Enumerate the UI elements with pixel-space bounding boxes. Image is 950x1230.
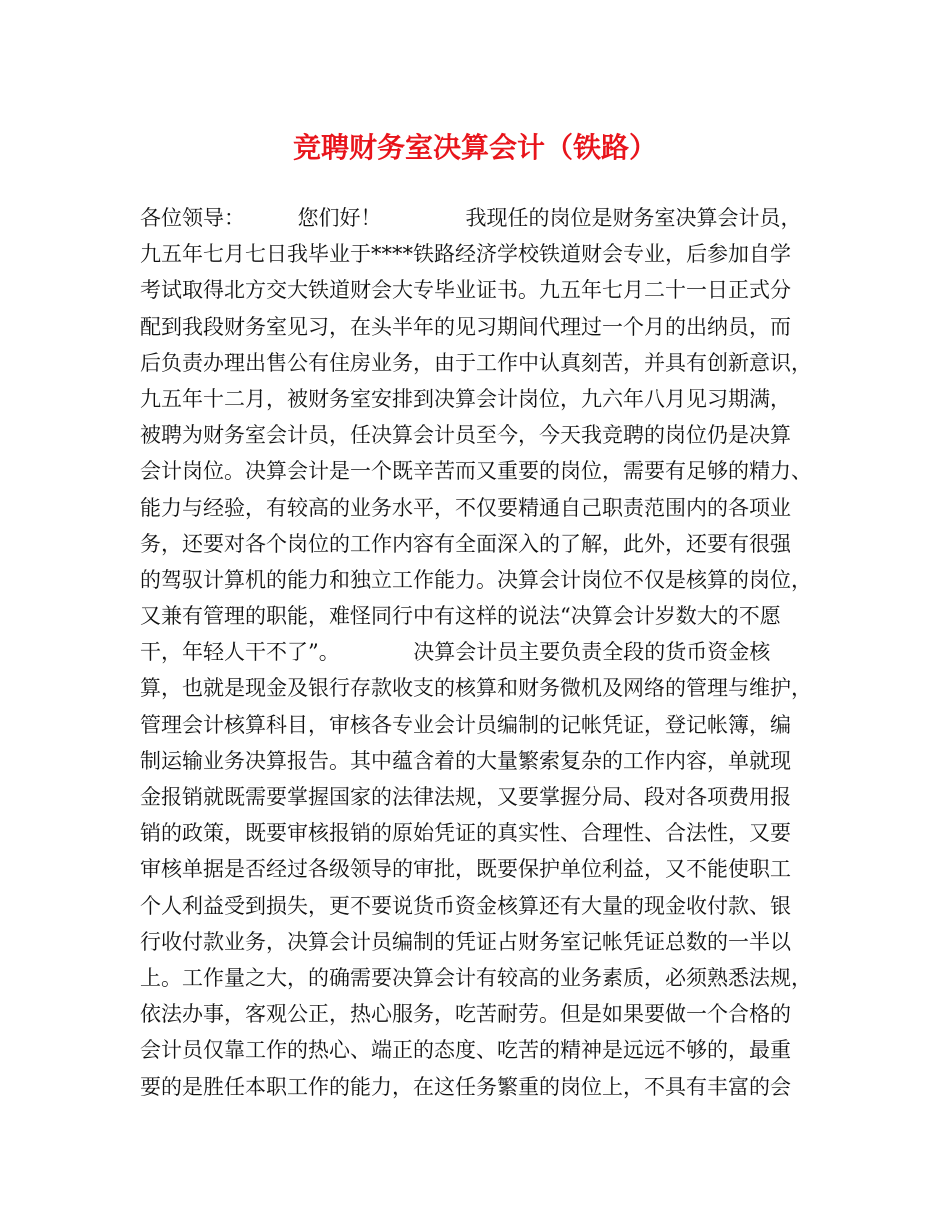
- body-line: 又兼有管理的职能，难怪同行中有这样的说法“决算会计岁数大的不愿: [140, 604, 781, 629]
- body-line: 考试取得北方交大铁道财会大专毕业证书。九五年七月二十一日正式分: [140, 278, 791, 303]
- body-line: 审核单据是否经过各级领导的审批，既要保护单位利益，又不能使职工: [140, 857, 791, 882]
- body-line: 行收付款业务，决算会计员编制的凭证占财务室记帐凭证总数的一半以: [140, 929, 791, 954]
- document-title: 竞聘财务室决算会计（铁路）: [292, 131, 657, 164]
- body-line: 被聘为财务室会计员，任决算会计员至今，今天我竞聘的岗位仍是决算: [140, 423, 791, 448]
- body-line: 销的政策，既要审核报销的原始凭证的真实性、合理性、合法性，又要: [140, 821, 791, 846]
- body-line: 管理会计核算科目，审核各专业会计员编制的记帐凭证，登记帐簿，编: [140, 712, 791, 737]
- body-line: 后负责办理出售公有住房业务，由于工作中认真刻苦，并具有创新意识，: [140, 350, 812, 375]
- body-line: 配到我段财务室见习，在头半年的见习期间代理过一个月的出纳员，而: [140, 314, 791, 339]
- body-line: 个人利益受到损失，更不要说货币资金核算还有大量的现金收付款、银: [140, 893, 791, 918]
- body-line: 要的是胜任本职工作的能力，在这任务繁重的岗位上，不具有丰富的会: [140, 1074, 791, 1099]
- body-line: 九五年十二月，被财务室安排到决算会计岗位，九六年八月见习期满，: [140, 386, 791, 411]
- body-line: 制运输业务决算报告。其中蕴含着的大量繁索复杂的工作内容，单就现: [140, 748, 791, 773]
- body-line: 会计员仅靠工作的热心、端正的态度、吃苦的精神是远远不够的，最重: [140, 1038, 791, 1063]
- document-body: [140, 200, 820, 1105]
- body-line: 会计岗位。决算会计是一个既辛苦而又重要的岗位，需要有足够的精力、: [140, 459, 812, 484]
- body-line: 依法办事，客观公正，热心服务，吃苦耐劳。但是如果要做一个合格的: [140, 1002, 791, 1027]
- body-line: 各位领导： 您们好！ 我现任的岗位是财务室决算会计员，: [140, 206, 802, 230]
- body-line: 金报销就既需要掌握国家的法律法规，又要掌握分局、段对各项费用报: [140, 785, 791, 809]
- body-line: 上。工作量之大，的确需要决算会计有较高的业务素质，必须熟悉法规，: [140, 965, 812, 990]
- body-line: 能力与经验，有较高的业务水平，不仅要精通自己职责范围内的各项业: [140, 495, 791, 520]
- body-line: 算，也就是现金及银行存款收支的核算和财务微机及网络的管理与维护，: [140, 676, 812, 701]
- body-line: 的驾驭计算机的能力和独立工作能力。决算会计岗位不仅是核算的岗位，: [140, 567, 812, 592]
- body-line: 务，还要对各个岗位的工作内容有全面深入的了解，此外，还要有很强: [140, 531, 791, 556]
- body-line: 九五年七月七日我毕业于****铁路经济学校铁道财会专业，后参加自学: [140, 242, 791, 267]
- body-line: 干，年轻人干不了”。 决算会计员主要负责全段的货币资金核: [140, 640, 771, 665]
